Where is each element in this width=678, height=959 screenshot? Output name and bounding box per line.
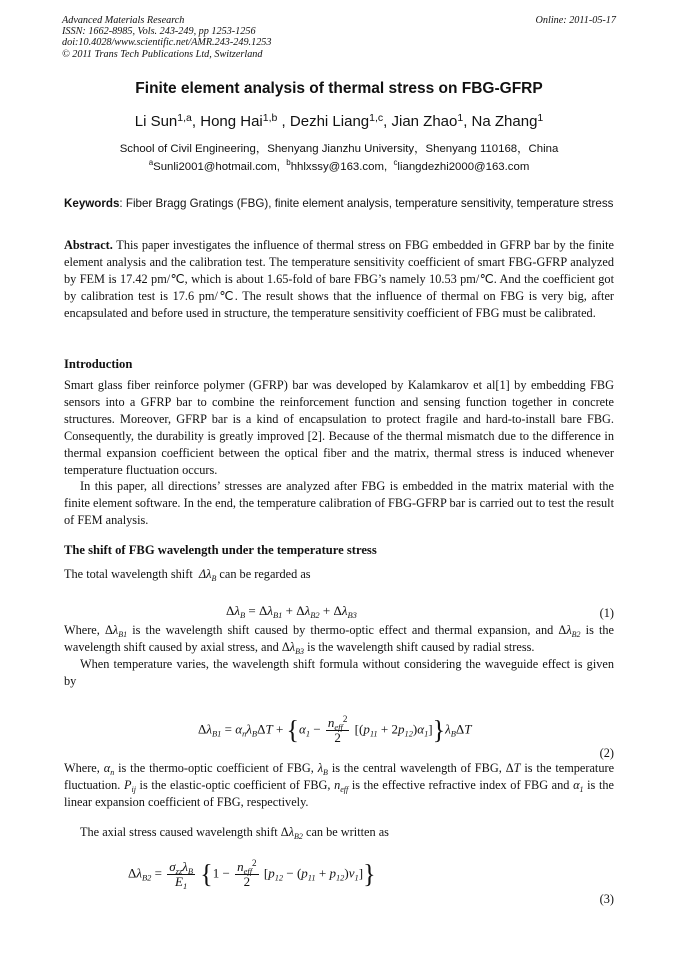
email-mark: a — [148, 158, 154, 167]
email-address[interactable]: liangdezhi2000@163.com — [397, 161, 530, 173]
equation-number: (2) — [599, 746, 614, 760]
text-run: is the central wavelength of FBG, — [331, 761, 502, 775]
keywords-text: : Fiber Bragg Gratings (FBG), finite element analysis, temperature sensitivity, temperature stress — [119, 197, 614, 210]
copyright-line: © 2011 Trans Tech Publications Ltd, Switzerland — [62, 48, 263, 60]
section-heading-shift: The shift of FBG wavelength under the temperature stress — [64, 543, 377, 557]
journal-name: Advanced Materials Research — [62, 15, 185, 26]
paper-title: Finite element analysis of thermal stress on FBG-GFRP — [135, 80, 543, 97]
temp-varies-paragraph: When temperature varies, the wavelength shift formula without considering the waveguide effect is given by — [64, 656, 614, 688]
email-address[interactable]: Sunli2001@hotmail.com — [153, 161, 277, 173]
keywords-label: Keywords — [64, 197, 120, 210]
text-run: is the wavelength shift caused by axial stress, and — [64, 623, 614, 654]
email-address[interactable]: hhlxssy@163.com — [290, 161, 384, 173]
text-run: The total wavelength shift — [64, 567, 193, 581]
section-heading-introduction: Introduction — [64, 357, 133, 371]
author-name: Hong Hai — [200, 113, 263, 130]
text-run: Where, — [64, 623, 100, 637]
author-name: Jian Zhao — [391, 113, 458, 130]
text-run: can be regarded as — [219, 567, 311, 581]
text-run: is the wavelength shift caused by radial stress. — [307, 639, 535, 654]
email-list: $^a$Sunli2001@hotmail.com, $^b$hhlxssy@163.com, $^c$liangdezhi2000@163.com — [148, 158, 530, 173]
author-affil-mark: 1,c — [369, 112, 384, 124]
equation-number: (1) — [599, 606, 614, 620]
shift-paragraph: The total wavelength shift $\Delta\lambda_B$ can be regarded as — [64, 567, 311, 583]
journal-header — [62, 15, 271, 60]
abstract — [64, 237, 614, 322]
introduction-body — [64, 377, 614, 529]
author-affil-mark: 1 — [537, 112, 544, 124]
author-name: Na Zhang — [471, 113, 538, 130]
author-list: Li Sun$^{1,a}$, Hong Hai$^{1,b}$ , Dezhi Liang$^{1,c}$, Jian Zhao$^1$, Na Zhang$^1$ — [134, 112, 544, 130]
equation-2: $\Delta\lambda_{B1} = \alpha_n\lambda_B\Delta T + \{\alpha_1$ − $\frac{n_{eff}^2}{2}$ $[(p_{11} + 2p_{12})\alpha_1]\}\lambda_B\Delta T$ — [198, 714, 472, 745]
text-run: can be written as — [305, 825, 389, 839]
doi-line: doi:10.4028/www.scientific.net/AMR.243-249.1253 — [62, 37, 272, 49]
where-paragraph-1: Where, $\Delta\lambda_{B1}$ is the wavelength shift caused by thermo-optic effect and thermal expansion, and $\Delta\lambda_{B2}$ is the wavelength shift caused by axial stress, and $\Delta\lambda_{B3}$ is the wavelength shift caused by radial stress. When temperature varies, the wavelength shift formula without considering the waveguide effect is given by — [64, 623, 614, 688]
text-run: Where, — [64, 761, 100, 775]
text-run: is the thermo-optic coefficient of FBG, — [118, 761, 314, 775]
equation-1: $\Delta\lambda_B = \Delta\lambda_{B1} + \Delta\lambda_{B2} + \Delta\lambda_{B3}$ — [226, 603, 357, 620]
text-run: The axial stress caused wavelength shift — [80, 825, 278, 839]
author-affil-mark: 1,a — [177, 112, 192, 124]
author-name: Li Sun — [134, 113, 178, 130]
text-run: is the wavelength shift caused by thermo-optic effect and thermal expansion, and — [132, 623, 554, 637]
axial-paragraph: The axial stress caused wavelength shift $\Delta\lambda_{B2}$ can be written as — [80, 825, 389, 841]
affiliation: School of Civil Engineering，Shenyang Jianzhu University，Shenyang 110168，China — [119, 143, 559, 155]
equation-3: $\Delta\lambda_{B2}$ = $\frac{\sigma_{zz}\lambda_B}{E_1}$ {1 − $\frac{n_{eff}^2}{2}$ $[p_{12} - (p_{11} + p_{12})\nu_1]$} — [128, 858, 376, 891]
keywords — [64, 197, 614, 211]
intro-paragraph: Smart glass fiber reinforce polymer (GFRP) bar was developed by Kalamkarov et al[1] by embedding FBG sensors into a GFRP bar to combine the reinforcement function and sensing function together in concrete structures. Moreover, GFRP bar is a kind of encapsulation to protect fragile and hard-to-install bare FBG. Consequently, the durability is greatly improved [2]. Because of the thermal mismatch due to the difference in thermal expansion coefficient between the optical fiber and the matrix, thermal stress is induced whenever temperature fluctuation occurs. — [64, 378, 614, 477]
where-paragraph-2: Where, $\alpha_n$ is the thermo-optic coefficient of FBG, $\lambda_B$ is the central wavelength of FBG, ΔT is the temperature fluctuation. $P_{ij}$ is the elastic-optic coefficient of FBG, $n_{eff}$ is the effective refractive index of FBG and $\alpha_1$ is the linear expansion coefficient of FBG, respectively. — [64, 761, 615, 809]
text-run: is the elastic-optic coefficient of FBG, — [139, 777, 331, 792]
abstract-label: Abstract. — [64, 238, 113, 252]
issn-line: ISSN: 1662-8985, Vols. 243-249, pp 1253-1256 — [62, 26, 256, 38]
online-date: Online: 2011-05-17 — [535, 15, 616, 26]
author-name: Dezhi Liang — [289, 113, 370, 130]
author-affil-mark: 1 — [457, 112, 464, 124]
intro-paragraph: In this paper, all directions’ stresses are analyzed after FBG is embedded in the matrix material with the finite element software. In the end, the temperature calibration of FBG-GFRP bar is carried out to test the result of FEM analysis. — [64, 479, 614, 528]
equation-number: (3) — [599, 892, 614, 906]
text-run: is the linear expansion coefficient of FBG, respectively. — [64, 777, 614, 809]
email-mark: c — [393, 158, 398, 167]
text-run: is the effective refractive index of FBG and — [351, 777, 570, 792]
author-affil-mark: 1,b — [262, 112, 278, 124]
email-mark: b — [286, 158, 291, 167]
abstract-text: This paper investigates the influence of thermal stress on FBG embedded in GFRP bar by the finite element analysis and the calibration test. The temperature sensitivity coefficient of smart FBG-GFRP analyzed by FEM is 17.42 pm/℃, which is about 1.65-fold of bare FBG’s namely 10.53 pm/℃. And the coefficient got by calibration test is 17.6 pm/℃. The result shows that the influence of thermal on FBG is very big, after encapsulated and before used in structure, the temperature sensitivity coefficient of FBG must be calibrated. — [64, 238, 614, 320]
text-run: is the temperature fluctuation. — [64, 761, 615, 792]
